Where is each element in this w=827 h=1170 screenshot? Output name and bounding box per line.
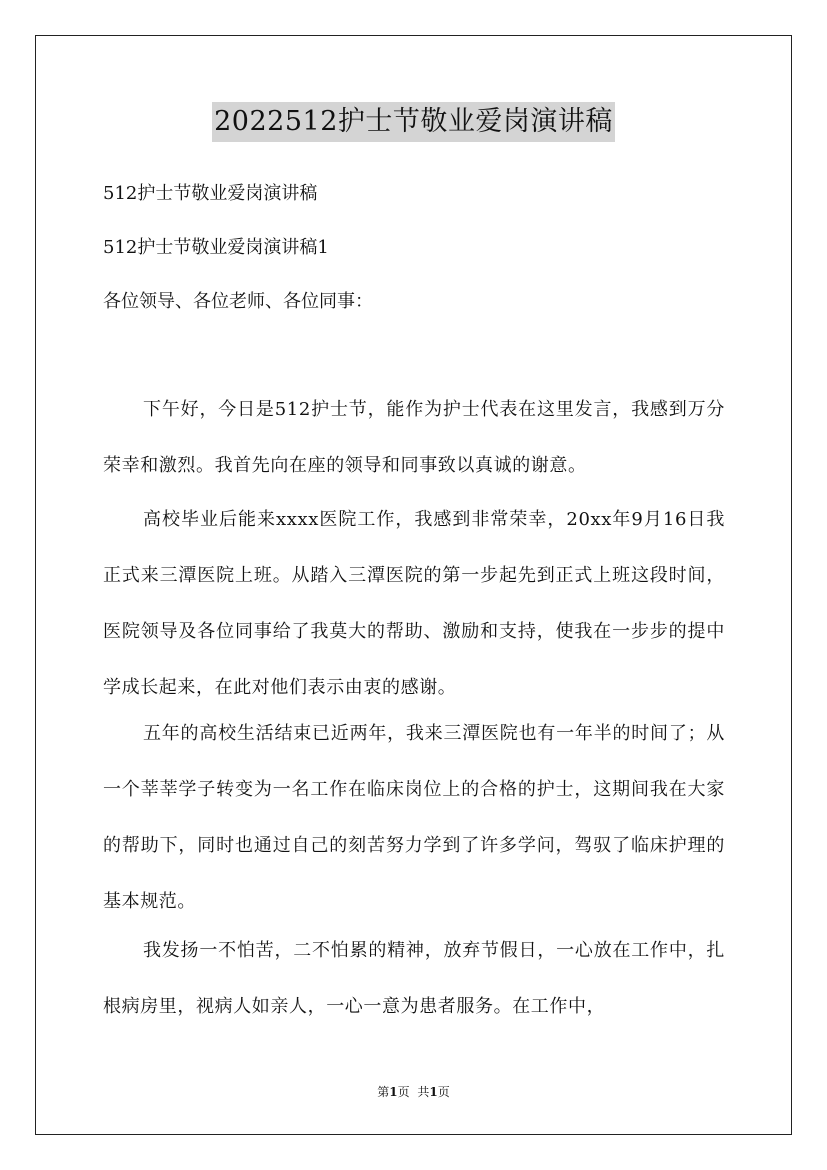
section-heading: 512护士节敬业爱岗演讲稿1: [103, 237, 329, 258]
page-unit: 页: [397, 1085, 410, 1099]
page-footer: [0, 1084, 827, 1100]
paragraph-2: 高校毕业后能来xxxx医院工作，我感到非常荣幸，20xx年9月16日我正式来三潭医院上班。从踏入三潭医院的第一步起先到正式上班这段时间，医院领导及各位同事给了我莫大的帮助、激励和支持，使我在一步步的提中学成长起来，在此对他们表示由衷的感谢。: [103, 509, 725, 698]
page-label: 第: [377, 1085, 390, 1099]
title-container: [0, 102, 827, 142]
total-label: 共: [417, 1085, 430, 1099]
paragraph-3: 五年的高校生活结束已近两年，我来三潭医院也有一年半的时间了；从一个莘莘学子转变为一名工作在临床岗位上的合格的护士，这期间我在大家的帮助下，同时也通过自己的刻苦努力学到了许多学问，驾驭了临床护理的基本规范。: [103, 723, 725, 912]
document-title: 2022512护士节敬业爱岗演讲稿: [212, 102, 615, 142]
page-total: 1: [429, 1085, 438, 1099]
document-subtitle: 512护士节敬业爱岗演讲稿: [103, 183, 318, 204]
paragraph-1: 下午好，今日是512护士节，能作为护士代表在这里发言，我感到万分荣幸和激烈。我首先向在座的领导和同事致以真诚的谢意。: [103, 399, 725, 476]
page-current: 1: [389, 1085, 398, 1099]
paragraph-4: 我发扬一不怕苦，二不怕累的精神，放弃节假日，一心放在工作中，扎根病房里，视病人如亲人，一心一意为患者服务。在工作中，: [103, 940, 725, 1017]
salutation: 各位领导、各位老师、各位同事：: [103, 291, 373, 312]
total-unit: 页: [437, 1085, 450, 1099]
